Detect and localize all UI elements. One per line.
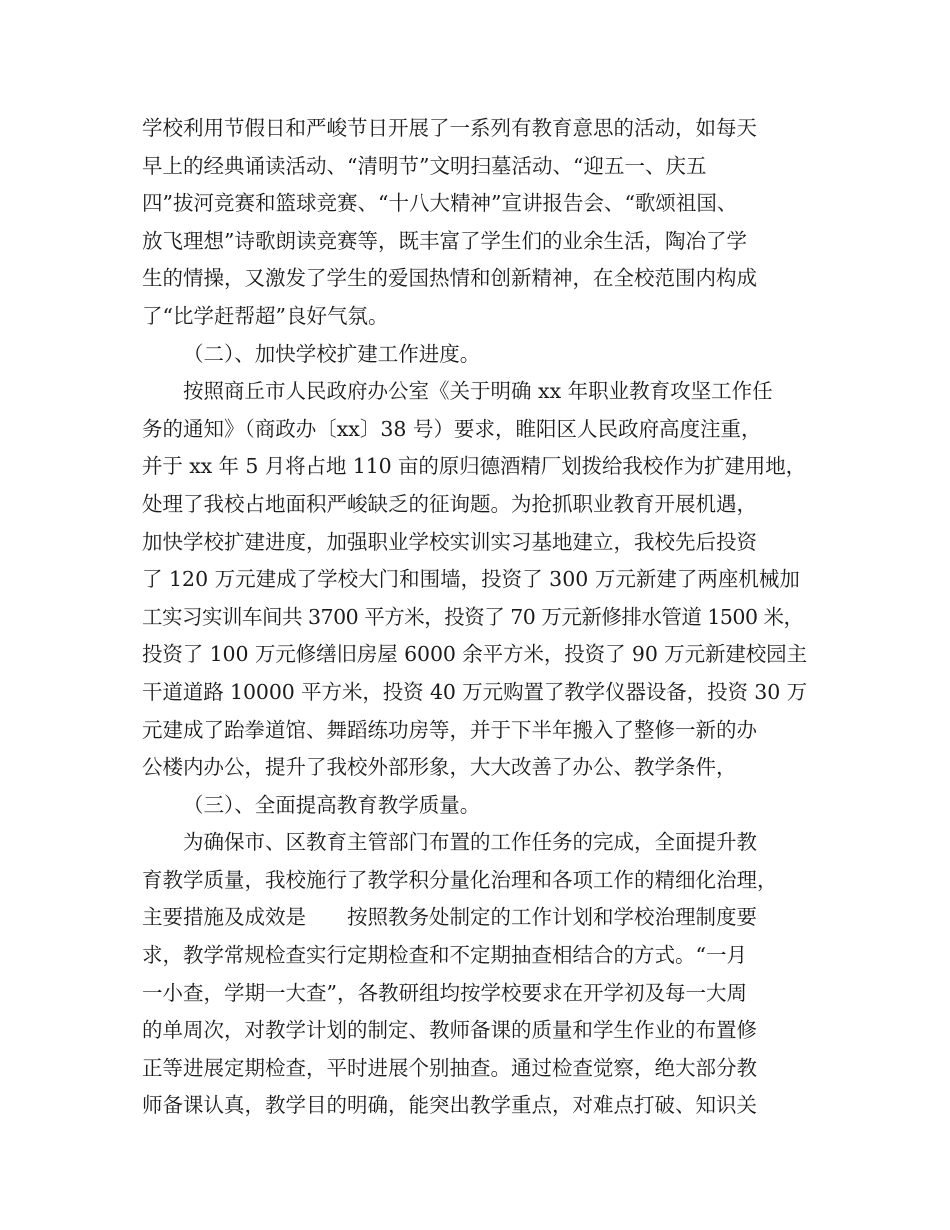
text-line: 加快学校扩建进度，加强职业学校实训实习基地建立，我校先后投资 xyxy=(142,529,757,554)
text-line: 工实习实训车间共 3700 平方米，投资了 70 万元新修排水管道 1500 米， xyxy=(142,604,804,629)
text-line: 务的通知》（商政办〔xx〕38 号）要求，睢阳区人民政府高度注重， xyxy=(142,416,762,441)
text-line: 求，教学常规检查实行定期检查和不定期抽查相结合的方式。“一月 xyxy=(142,943,747,968)
text-line: 四”拔河竞赛和篮球竞赛、“十八大精神”宣讲报告会、“歌颂祖国、 xyxy=(142,191,738,216)
section-heading-2 xyxy=(142,336,807,374)
text-line: 正等进展定期检查，平时进展个别抽查。通过检查觉察，绝大部分教 xyxy=(142,1055,757,1080)
text-line: 学校利用节假日和严峻节日开展了一系列有教育意思的活动，如每天 xyxy=(142,116,757,140)
paragraph-expansion xyxy=(142,373,807,787)
text-line: 放飞理想”诗歌朗读竞赛等，既丰富了学生们的业余生活，陶冶了学 xyxy=(142,228,747,253)
section-heading-3 xyxy=(142,787,807,825)
text-line: 早上的经典诵读活动、“清明节”文明扫墓活动、“迎五一、庆五 xyxy=(142,153,707,178)
text-line: 投资了 100 万元修缮旧房屋 6000 余平方米，投资了 90 万元新建校园主 xyxy=(142,642,807,667)
text-line: 育教学质量，我校施行了教学积分量化治理和各项工作的精细化治理， xyxy=(142,867,778,892)
text-line: 处理了我校占地面积严峻缺乏的征询题。为抢抓职业教育开展机遇， xyxy=(142,491,757,516)
text-line: 了“比学赶帮超”良好气氛。 xyxy=(142,303,389,328)
paragraph-activities xyxy=(142,110,807,336)
text-line: 并于 xx 年 5 月将占地 110 亩的原归德酒精厂划拨给我校作为扩建用地， xyxy=(142,454,806,479)
text-line: 公楼内办公，提升了我校外部形象，大大改善了办公、教学条件， xyxy=(142,755,737,780)
heading-line: （三）、全面提高教育教学质量。 xyxy=(183,792,481,817)
text-line: 为确保市、区教育主管部门布置的工作任务的完成，全面提升教 xyxy=(183,830,757,855)
text-line: 生的情操，又激发了学生的爱国热情和创新精神，在全校范围内构成 xyxy=(142,266,757,291)
text-line: 师备课认真，教学目的明确，能突出教学重点，对难点打破、知识关 xyxy=(142,1093,757,1118)
text-line: 主要措施及成效是 按照教务处制定的工作计划和学校治理制度要 xyxy=(142,905,757,930)
text-line: 按照商丘市人民政府办公室《关于明确 xx 年职业教育攻坚工作任 xyxy=(183,379,773,404)
text-line: 一小查，学期一大查”，各教研组均按学校要求在开学初及每一大周 xyxy=(142,980,747,1005)
heading-line: （二）、加快学校扩建工作进度。 xyxy=(183,341,481,366)
document-body xyxy=(142,110,807,1125)
text-line: 的单周次，对教学计划的制定、教师备课的质量和学生作业的布置修 xyxy=(142,1018,757,1043)
text-line: 了 120 万元建成了学校大门和围墙，投资了 300 万元新建了两座机械加 xyxy=(142,567,800,592)
paragraph-quality xyxy=(142,824,807,1125)
text-line: 干道道路 10000 平方米，投资 40 万元购置了教学仪器设备，投资 30 万 xyxy=(142,679,807,704)
text-line: 元建成了跆拳道馆、舞蹈练功房等，并于下半年搬入了整修一新的办 xyxy=(142,717,757,742)
